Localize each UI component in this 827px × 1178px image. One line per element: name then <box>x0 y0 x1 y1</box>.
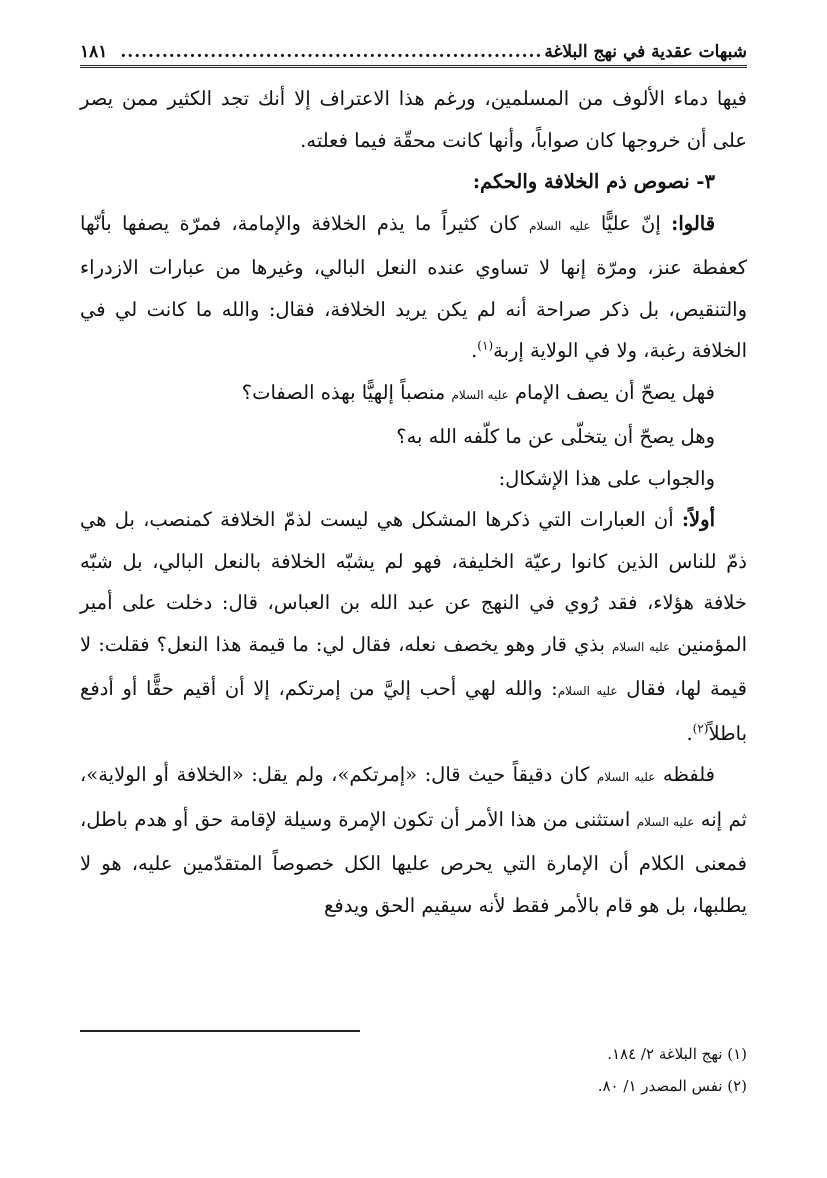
paragraph-3-end: . <box>686 721 693 745</box>
paragraph-4 <box>80 754 747 926</box>
page-number: ١٨١ <box>80 42 108 62</box>
question-1-text-a: فهل يصحّ أن يصف الإمام <box>514 380 715 404</box>
section-heading: ٣- نصوص ذم الخلافة والحكم: <box>472 170 715 193</box>
paragraph-4-text-b: كان دقيقاً حيث قال: «إمرتكم»، ولم يقل: «الخلافة أو الولاية»، ثم إنه <box>80 763 747 831</box>
blessing-glyph: عليه السلام <box>596 770 656 784</box>
paragraph-3 <box>80 499 747 754</box>
question-2: وهل يصحّ أن يتخلّى عن ما كلّفه الله به؟ <box>396 425 715 448</box>
footnote-ref-2: (٢) <box>692 721 709 735</box>
paragraph-2-end: . <box>471 339 478 362</box>
paragraph-3-text-c: : والله لهي أحب إليَّ من إمرتكم، إلا أن أقيم حقًّا أو أدفع باطلاً <box>80 677 747 745</box>
footnotes <box>80 1038 747 1102</box>
blessing-glyph: عليه السلام <box>451 387 509 402</box>
blessing-glyph: عليه السلام <box>612 639 671 654</box>
header-dots: ............................................................. <box>120 42 543 62</box>
paragraph-2-text-a: إنّ عليًّا <box>600 211 661 235</box>
page-body <box>80 78 747 926</box>
footnote-1: (١) نهج البلاغة ٢/ ١٨٤. <box>607 1045 747 1063</box>
paragraph-1: فيها دماء الألوف من المسلمين، ورغم هذا الاعتراف إلا أنك تجد الكثير ممن يصر على أن خروجها كان صواباً، وأنها كانت محقّة فيما فعلته. <box>80 87 747 152</box>
blessing-glyph: عليه السلام <box>636 814 695 829</box>
question-1-text-b: منصباً إلهيًّا بهذه الصفات؟ <box>241 380 446 404</box>
answer-intro: والجواب على هذا الإشكال: <box>498 466 715 490</box>
paragraph-2-text-b: كان كثيراً ما يذم الخلافة والإمامة، فمرّة يصفها بأنّها كعفطة عنز، ومرّة إنها لا تساوي عنده النعل البالي، وغيرها من عبارات الازدراء والتنقيص، بل ذكر صراحة أنه لم يكن يريد الخلافة، فقال: والله ما كانت لي في الخلافة رغبة، ولا في الولاية إربة <box>80 211 747 362</box>
paragraph-4-text-c: استثنى من هذا الأمر أن تكون الإمرة وسيلة لإقامة حق أو هدم باطل، فمعنى الكلام أن الإمارة التي يحرص عليها الكل خصوصاً المتقدّمين عليه، هو لا يطلبها، بل هو قام بالأمر فقط لأنه سيقيم الحق ويدفع <box>80 807 747 917</box>
running-header <box>80 34 747 68</box>
qalu-label: قالوا: <box>671 211 716 235</box>
footnote-2: (٢) نفس المصدر ١/ ٨٠. <box>597 1077 747 1095</box>
header-title: شبهات عقدية في نهج البلاغة <box>544 42 747 62</box>
paragraph-3-text-b: بذي قار وهو يخصف نعله، فقال لي: ما قيمة هذا النعل؟ فقلت: لا قيمة لها، فقال <box>80 632 747 700</box>
paragraph-4-text-a: فلفظه <box>662 763 715 786</box>
awwalan-label: أولاً: <box>681 508 716 531</box>
blessing-glyph: عليه السلام <box>557 684 618 698</box>
blessing-glyph: عليه السلام <box>529 218 591 233</box>
paragraph-2 <box>80 203 747 372</box>
footnote-divider <box>80 1030 360 1032</box>
paragraph-3-text-a: أن العبارات التي ذكرها المشكل هي ليست لذمّ الخلافة كمنصب، بل هي ذمّ للناس الذين كانوا رعيّة الخليفة، فهو لم يشبّه الخلافة بالنعل البالي، بل شبّه خلافة هؤلاء، فقد رُوي في النهج عن عبد الله بن العباس، قال: دخلت على أمير المؤمنين <box>80 508 748 656</box>
question-1 <box>80 372 747 417</box>
footnote-ref-1: (١) <box>477 338 494 353</box>
